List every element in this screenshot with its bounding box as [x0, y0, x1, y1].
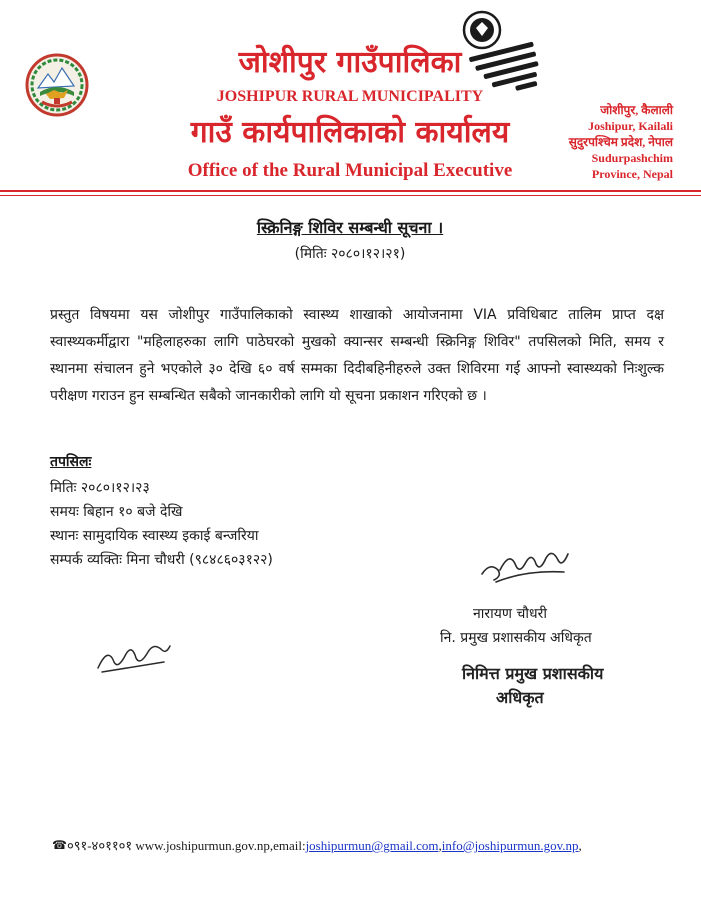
- nepal-emblem-icon: [24, 52, 90, 118]
- address-line: जोशीपुर, कैलाली: [600, 103, 673, 117]
- signatory-name: नारायण चौधरी: [473, 606, 547, 622]
- details-heading: तपसिलः: [50, 454, 92, 470]
- footer-contact: [52, 836, 672, 854]
- office-title-english: Office of the Rural Municipal Executive: [187, 160, 513, 181]
- official-stamp: [448, 8, 548, 96]
- footer-email-2[interactable]: info@joshipurmun.gov.np: [441, 838, 579, 853]
- signatory-title: नि. प्रमुख प्रशासकीय अधिकृत: [440, 630, 592, 646]
- address-line: Sudurpashchim: [591, 151, 673, 165]
- signatory-signature: [476, 540, 572, 586]
- header-divider: [0, 190, 701, 192]
- seal-line: निमित्त प्रमुख प्रशासकीय: [462, 664, 604, 683]
- address-line: Joshipur, Kailali: [588, 119, 673, 133]
- footer-separator: ,: [438, 838, 442, 853]
- details-list: [50, 476, 273, 572]
- details-time: समयः बिहान १० बजे देखि: [50, 504, 183, 520]
- header-divider-thin: [0, 195, 701, 196]
- details-contact: सम्पर्क व्यक्तिः मिना चौधरी (९८४८६०३१२२): [50, 552, 273, 568]
- footer-phone: ०९१-४०११०१: [66, 838, 133, 853]
- footer-website[interactable]: www.joshipurmun.gov.np,email:: [135, 838, 306, 853]
- address-line: सुदुरपश्चिम प्रदेश, नेपाल: [568, 135, 673, 149]
- notice-title: स्क्रिनिङ्ग शिविर सम्बन्धी सूचना ।: [256, 218, 444, 237]
- details-place: स्थानः सामुदायिक स्वास्थ्य इकाई बन्जरिया: [50, 528, 259, 544]
- seal-line: अधिकृत: [496, 688, 544, 707]
- address-line: Province, Nepal: [591, 167, 673, 181]
- initial-signature: [92, 632, 174, 676]
- office-title-nepali: गाउँ कार्यपालिकाको कार्यालय: [190, 115, 510, 150]
- municipality-title-english: JOSHIPUR RURAL MUNICIPALITY: [216, 88, 484, 105]
- footer-email-1[interactable]: joshipurmun@gmail.com: [305, 838, 439, 853]
- details-date: मितिः २०८०।१२।२३: [50, 480, 150, 496]
- notice-date: (मितिः २०८०।१२।२१): [294, 246, 406, 262]
- telephone-icon: ☎: [52, 838, 67, 852]
- notice-body: प्रस्तुत विषयमा यस जोशीपुर गाउँपालिकाको स्वास्थ्य शाखाको आयोजनामा VIA प्रविधिबाट तालिम प्राप्त दक्ष स्वास्थ्यकर्मीद्वारा "महिलाहरुका लागि पाठेघरको मुखको क्यान्सर सम्बन्धी स्क्रिनिङ्ग शिविर" तपसिलको मिति, समय र स्थानमा संचालन हुने भएकोले ३० देखि ६० वर्ष सम्मका दिदीबहिनीहरुले उक्त शिविरमा गई आफ्नो स्वास्थ्यको निःशुल्क परीक्षण गराउन हुन सम्बन्धित सबैको जानकारीको लागि यो सूचना प्रकाशन गरिएको छ ।: [50, 307, 664, 404]
- office-address: [523, 102, 673, 182]
- footer-trail: ,: [578, 838, 582, 853]
- municipality-title-nepali: जोशीपुर गाउँपालिका: [238, 45, 462, 80]
- designation-seal: [462, 662, 632, 708]
